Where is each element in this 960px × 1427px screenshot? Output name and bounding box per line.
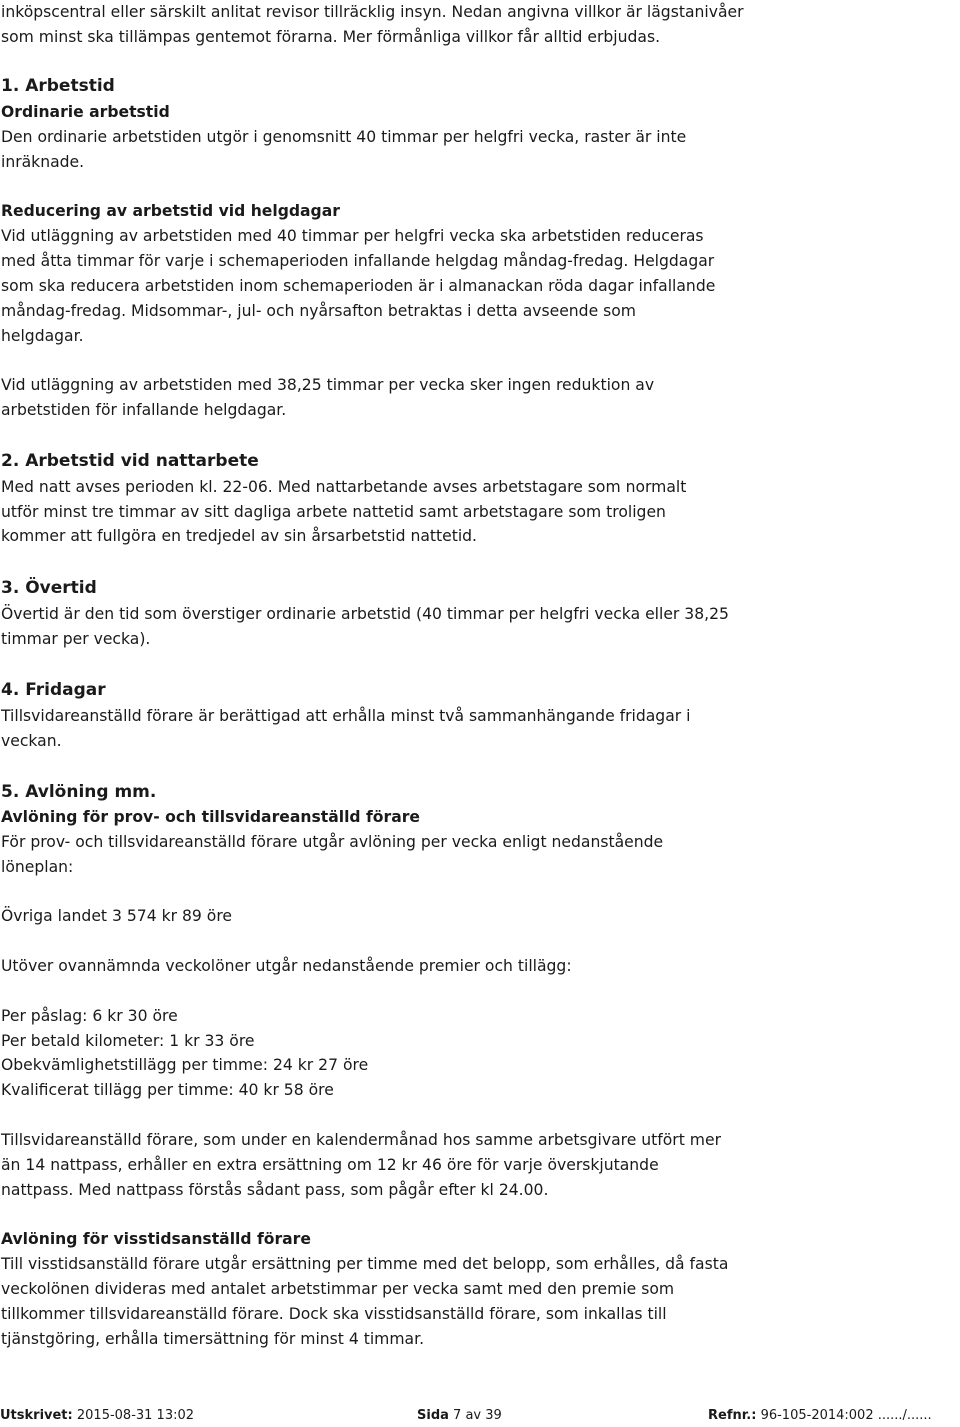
reducering-line-4: måndag-fredag. Midsommar-, jul- och nyårsafton betraktas i detta avseende som xyxy=(1,302,636,320)
nattpass-line-2: än 14 nattpass, erhåller en extra ersättning om 12 kr 46 öre för varje överskjutande xyxy=(1,1156,659,1174)
prov-line-2: löneplan: xyxy=(1,858,74,876)
footer-page-of: av xyxy=(465,1408,482,1423)
visstid-line-3: tillkommer tillsvidareanställd förare. Dock ska visstidsanställd förare, som inkallas till xyxy=(1,1305,667,1323)
reducering2-line-2: arbetstiden för infallande helgdagar. xyxy=(1,401,287,419)
section-1-heading: 1. Arbetstid xyxy=(1,76,115,96)
intro-line-1: inköpscentral eller särskilt anlitat revisor tillräcklig insyn. Nedan angivna villkor är lägstanivåer xyxy=(1,3,744,21)
nattpass-line-3: nattpass. Med nattpass förstås sådant pass, som pågår efter kl 24.00. xyxy=(1,1181,549,1199)
reducering-line-5: helgdagar. xyxy=(1,327,84,345)
nattpass-line-1: Tillsvidareanställd förare, som under en kalendermånad hos samme arbetsgivare utfört mer xyxy=(1,1131,721,1149)
reducering2-line-1: Vid utläggning av arbetstiden med 38,25 timmar per vecka sker ingen reduktion av xyxy=(1,376,655,394)
page-footer xyxy=(0,1405,960,1427)
subheading-reducering: Reducering av arbetstid vid helgdagar xyxy=(1,202,340,220)
footer-printed-label: Utskrivet: xyxy=(0,1408,73,1423)
section-5-heading: 5. Avlöning mm. xyxy=(1,782,157,802)
intro-line-2: som minst ska tillämpas gentemot förarna. Mer förmånliga villkor får alltid erbjudas. xyxy=(1,28,661,46)
reducering-line-3: som ska reducera arbetstiden inom schemaperioden är i almanackan röda dagar infallande xyxy=(1,277,716,295)
fridagar-line-2: veckan. xyxy=(1,732,62,750)
footer-ref xyxy=(708,1405,932,1427)
footer-printed-value: 2015-08-31 13:02 xyxy=(76,1408,195,1423)
subheading-ordinarie: Ordinarie arbetstid xyxy=(1,103,170,121)
visstid-line-2: veckolönen divideras med antalet arbetstimmar per vecka samt med den premie som xyxy=(1,1280,675,1298)
utover-line: Utöver ovannämnda veckolöner utgår nedanstående premier och tillägg: xyxy=(1,957,572,975)
reducering-line-2: med åtta timmar för varje i schemaperioden infallande helgdag måndag-fredag. Helgdagar xyxy=(1,252,715,270)
section-4-heading: 4. Fridagar xyxy=(1,680,106,700)
footer-page-number: 7 xyxy=(453,1408,462,1423)
natt-line-2: utför minst tre timmar av sitt dagliga arbete nattetid samt arbetstagare som troligen xyxy=(1,503,666,521)
footer-page-total: 39 xyxy=(485,1408,502,1423)
premie-item: Kvalificerat tillägg per timme: 40 kr 58 öre xyxy=(1,1081,334,1099)
overtid-line-2: timmar per vecka). xyxy=(1,630,151,648)
premie-item: Per påslag: 6 kr 30 öre xyxy=(1,1007,178,1025)
subheading-visstid: Avlöning för visstidsanställd förare xyxy=(1,1230,311,1248)
footer-printed xyxy=(0,1405,194,1427)
fridagar-line-1: Tillsvidareanställd förare är berättigad att erhålla minst två sammanhängande fridagar i xyxy=(1,707,691,725)
section-3-heading: 3. Övertid xyxy=(1,578,97,598)
ovriga-landet: Övriga landet 3 574 kr 89 öre xyxy=(1,907,232,925)
natt-line-3: kommer att fullgöra en tredjedel av sin årsarbetstid nattetid. xyxy=(1,527,478,545)
visstid-line-4: tjänstgöring, erhålla timersättning för minst 4 timmar. xyxy=(1,1330,425,1348)
subheading-prov: Avlöning för prov- och tillsvidareanställd förare xyxy=(1,808,420,826)
natt-line-1: Med natt avses perioden kl. 22-06. Med nattarbetande avses arbetstagare som normalt xyxy=(1,478,687,496)
premie-item: Per betald kilometer: 1 kr 33 öre xyxy=(1,1032,255,1050)
footer-page xyxy=(417,1405,502,1427)
overtid-line-1: Övertid är den tid som överstiger ordinarie arbetstid (40 timmar per helgfri vecka eller 38,25 xyxy=(1,605,729,623)
ordinarie-line-1: Den ordinarie arbetstiden utgör i genomsnitt 40 timmar per helgfri vecka, raster är inte xyxy=(1,128,687,146)
footer-page-label: Sida xyxy=(417,1408,449,1423)
ordinarie-line-2: inräknade. xyxy=(1,153,85,171)
footer-ref-label: Refnr.: xyxy=(708,1408,757,1423)
premie-item: Obekvämlighetstillägg per timme: 24 kr 27 öre xyxy=(1,1056,369,1074)
reducering-line-1: Vid utläggning av arbetstiden med 40 timmar per helgfri vecka ska arbetstiden reduceras xyxy=(1,227,704,245)
footer-ref-value: 96-105-2014:002 ....../...... xyxy=(760,1408,932,1423)
visstid-line-1: Till visstidsanställd förare utgår ersättning per timme med det belopp, som erhålles, då fasta xyxy=(1,1255,729,1273)
section-2-heading: 2. Arbetstid vid nattarbete xyxy=(1,451,259,471)
prov-line-1: För prov- och tillsvidareanställd förare utgår avlöning per vecka enligt nedanstående xyxy=(1,833,664,851)
